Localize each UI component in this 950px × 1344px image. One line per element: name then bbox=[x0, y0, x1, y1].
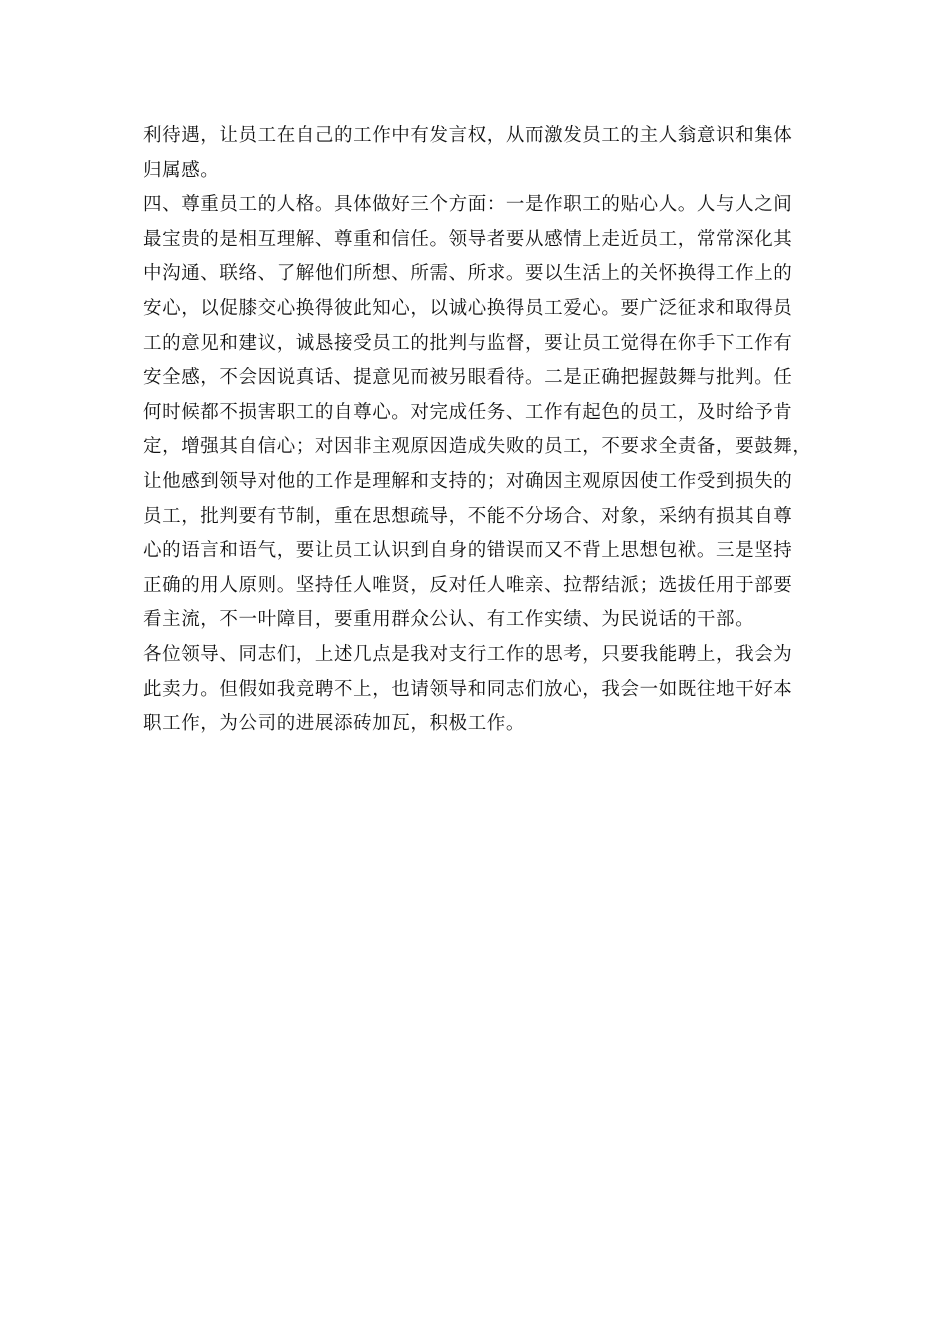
text-line: 让他感到领导对他的工作是理解和支持的；对确因主观原因使工作受到损失的 bbox=[143, 470, 793, 492]
text-line: 安心，以促膝交心换得彼此知心，以诚心换得员工爱心。要广泛征求和取得员 bbox=[143, 297, 793, 319]
text-line: 归属感。 bbox=[143, 159, 220, 181]
text-line: 中沟通、联络、了解他们所想、所需、所求。要以生活上的关怀换得工作上的 bbox=[143, 263, 793, 285]
text-line: 看主流，不一叶障目，要重用群众公认、有工作实绩、为民说话的干部。 bbox=[143, 609, 755, 631]
text-line: 定，增强其自信心；对因非主观原因造成失败的员工，不要求全责备，要鼓舞， bbox=[143, 436, 812, 458]
text-line: 此卖力。但假如我竞聘不上，也请领导和同志们放心，我会一如既往地干好本 bbox=[143, 678, 793, 700]
document-body bbox=[143, 119, 812, 742]
text-line: 职工作，为公司的进展添砖加瓦，积极工作。 bbox=[143, 713, 526, 735]
text-line: 心的语言和语气，要让员工认识到自身的错误而又不背上思想包袱。三是坚持 bbox=[143, 540, 793, 562]
text-line: 最宝贵的是相互理解、尊重和信任。领导者要从感情上走近员工，常常深化其 bbox=[143, 228, 793, 250]
text-line: 工的意见和建议，诚恳接受员工的批判与监督，要让员工觉得在你手下工作有 bbox=[143, 332, 793, 354]
text-line: 正确的用人原则。坚持任人唯贤，反对任人唯亲、拉帮结派；选拔任用于部要 bbox=[143, 574, 793, 596]
text-line: 安全感，不会因说真话、提意见而被另眼看待。二是正确把握鼓舞与批判。任 bbox=[143, 367, 793, 389]
text-line: 四、尊重员工的人格。具体做好三个方面：一是作职工的贴心人。人与人之间 bbox=[143, 194, 793, 216]
text-line: 何时候都不损害职工的自尊心。对完成任务、工作有起色的员工，及时给予肯 bbox=[143, 401, 793, 423]
text-line: 员工，批判要有节制，重在思想疏导，不能不分场合、对象，采纳有损其自尊 bbox=[143, 505, 793, 527]
text-line: 各位领导、同志们，上述几点是我对支行工作的思考，只要我能聘上，我会为 bbox=[143, 643, 793, 665]
text-line: 利待遇，让员工在自己的工作中有发言权，从而激发员工的主人翁意识和集体 bbox=[143, 125, 793, 146]
